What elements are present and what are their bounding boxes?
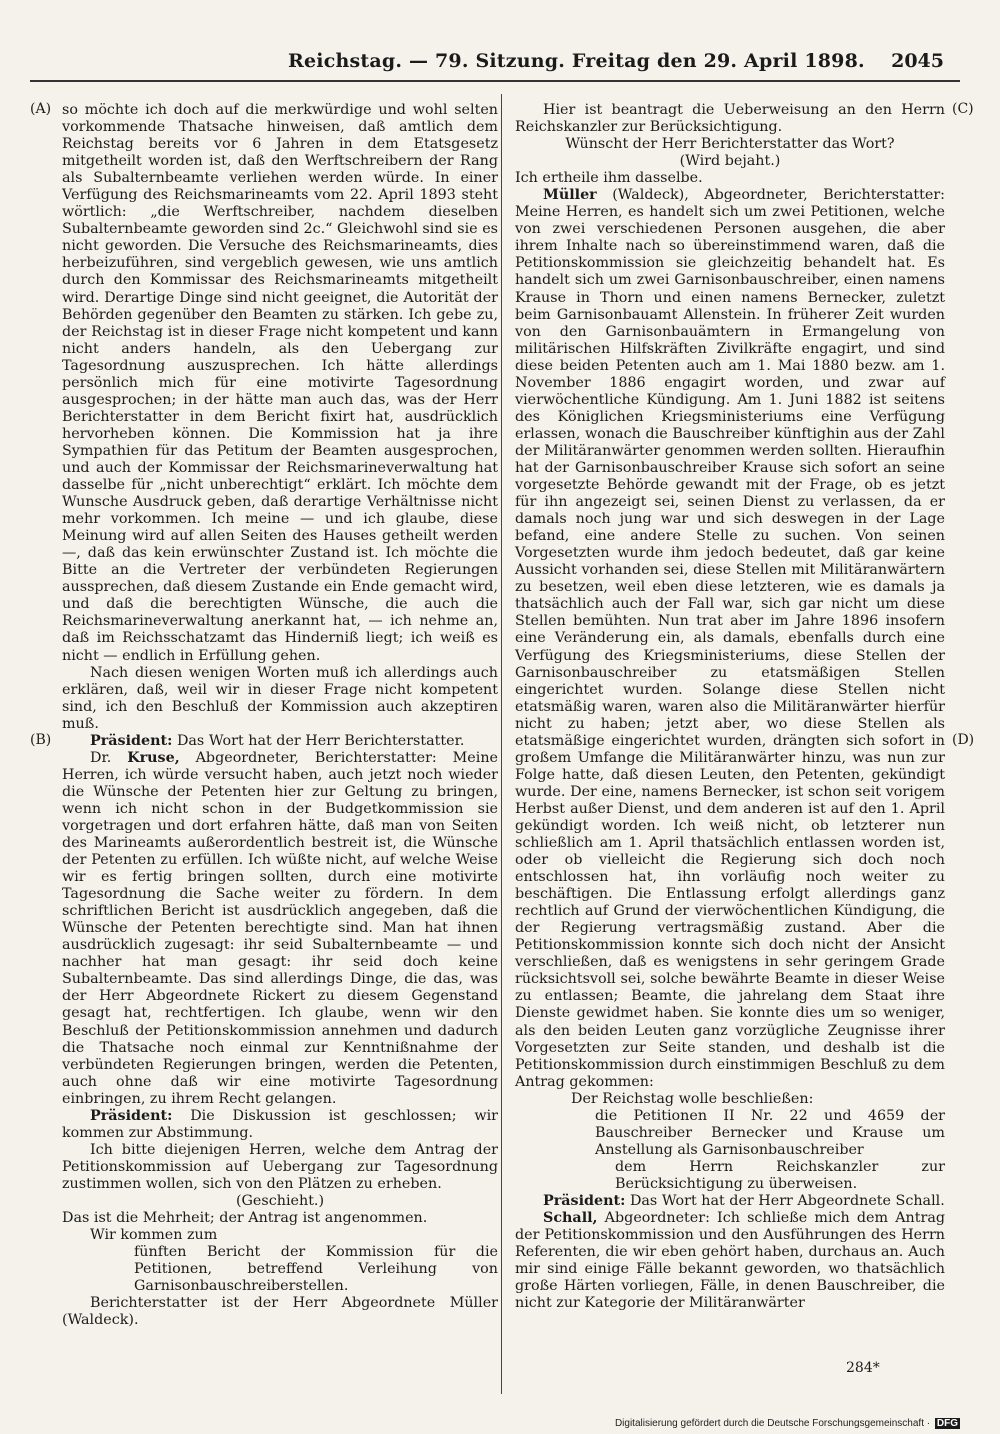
margin-label-a: (A) bbox=[30, 101, 52, 117]
column-divider bbox=[501, 94, 502, 1394]
speaker-name: Präsident: bbox=[90, 1107, 173, 1124]
right-paragraph-10 bbox=[515, 1210, 945, 1312]
left-paragraph-6: Ich bitte diejenigen Herren, welche dem Antrag der Petitionskommission auf Uebergang zur Tagesordnung zustimmen wollen, sich von den Plätzen zu erheben. bbox=[62, 1141, 498, 1192]
agenda-item: fünften Bericht der Kommission für die Petitionen, betreffend Verleihung von Garnisonbauschreiberstellen. bbox=[134, 1244, 498, 1295]
digitization-credit bbox=[615, 1418, 960, 1429]
speaker-title: Dr. bbox=[90, 749, 128, 766]
left-paragraph-9: Wir kommen zum bbox=[90, 1227, 218, 1244]
margin-label-d: (D) bbox=[952, 732, 975, 748]
stage-direction: (Geschieht.) bbox=[235, 1193, 325, 1209]
left-paragraph-1: so möchte ich doch auf die merkwürdige und wohl selten vorkommende Thatsache hinweisen, daß amtlich dem Reichstag bereits vor 6 Jahren in dem Etatsgesetz mitgetheilt worden ist, daß den Werftschreibern der Rang als Subalternbeamte verliehen werden würde. In einer Verfügung des Reichsmarineamts vom 22. April 1893 steht wörtlich: „die Werftschreiber, nachdem dieselben Subalternbeamte geworden sind 2c.“ Gleichwohl sind sie es nicht geworden. Die Versuche des Reichsmarineamts, dies herbeizuführen, sind vergeblich gewesen, wie uns amtlich durch den Kommissar des Reichsmarineamts mitgetheilt wird. Derartige Dinge sind nicht geeignet, die Autorität der Behörden gegenüber den Beamten zu stärken. Ich gebe zu, der Reichstag ist in dieser Frage nicht kompetent und kann nicht anders handeln, als den Uebergang zur Tagesordnung auszusprechen. Ich hätte allerdings persönlich mich für eine motivirte Tagesordnung ausgesprochen; in der hätte man auch das, was der Herr Berichterstatter in dem Bericht fixirt hat, ausdrücklich hervorheben können. Die Kommission hat ja ihre Sympathien für das Petitum der Beamten ausgesprochen, und auch der Kommissar der Reichsmarineverwaltung hat dasselbe für „nicht unberechtigt“ erklärt. Ich möchte dem Wunsche Ausdruck geben, daß derartige Verhältnisse nicht mehr vorkommen. Ich meine — und ich glaube, diese Meinung wird auf allen Seiten des Hauses getheilt werden —, daß das kein erwünschter Zustand ist. Ich möchte die Bitte an die Vertreter der verbündeten Regierungen aussprechen, daß diesem Zustande ein Ende gemacht wird, und daß die berechtigten Wünsche, die auch die Reichsmarineverwaltung anerkannt hat, — ich nehme an, daß im Reichsschatzamt das Hinderniß liegt; ich weiß es nicht — endlich in Erfüllung gehen. bbox=[62, 102, 498, 664]
page-number: 2045 bbox=[891, 50, 944, 72]
resolution-text-2: dem Herrn Reichskanzler zur Berücksichtigung zu überweisen. bbox=[615, 1158, 945, 1192]
left-paragraph-4 bbox=[62, 750, 498, 1108]
credit-text: Digitalisierung gefördert durch die Deutsche Forschungsgemeinschaft · bbox=[614, 1418, 931, 1429]
speech-text: Die Diskussion ist geschlossen; wir kommen zur Abstimmung. bbox=[62, 1107, 498, 1141]
speech-text: Das Wort hat der Herr Abgeordnete Schall. bbox=[625, 1193, 945, 1209]
left-paragraph-8: Das ist die Mehrheit; der Antrag ist angenommen. bbox=[62, 1210, 428, 1227]
right-paragraph-2: Wünscht der Herr Berichterstatter das Wort? bbox=[565, 136, 895, 153]
header-rule bbox=[30, 80, 960, 82]
right-paragraph-5 bbox=[515, 187, 945, 1090]
speech-text: Das Wort hat der Herr Berichterstatter. bbox=[172, 732, 465, 749]
left-paragraph-3 bbox=[62, 733, 498, 750]
left-paragraph-5 bbox=[62, 1108, 498, 1142]
left-paragraph-11: Berichterstatter ist der Herr Abgeordnete Müller (Waldeck). bbox=[62, 1295, 498, 1329]
running-title: Reichstag. — 79. Sitzung. Freitag den 29. April 1898. bbox=[288, 50, 865, 72]
right-paragraph-4: Ich ertheile ihm dasselbe. bbox=[515, 170, 703, 187]
stage-direction: (Wird bejaht.) bbox=[679, 153, 781, 170]
running-header bbox=[36, 50, 960, 80]
margin-label-c: (C) bbox=[952, 101, 974, 117]
speaker-name: Präsident: bbox=[90, 732, 173, 749]
right-paragraph-1: Hier ist beantragt die Ueberweisung an den Herrn Reichskanzler zur Berücksichtigung. bbox=[515, 102, 945, 136]
speaker-name: Präsident: bbox=[543, 1193, 626, 1209]
dfg-logo: DFG bbox=[936, 1418, 958, 1429]
speech-text: Abgeordneter: Ich schließe mich dem Antrag der Petitionskommission und den Ausführungen des Herrn Referenten, die wir eben gehört haben, durchaus an. Auch mir sind einige Fälle bekannt geworden, wo thatsächlich große Härten vorliegen, Fälle, in denen Bauschreiber, die nicht zur Kategorie der Militäranwärter bbox=[515, 1210, 945, 1312]
speaker-name: Kruse, bbox=[127, 749, 180, 766]
speaker-name: Schall, bbox=[543, 1210, 598, 1227]
signature-mark: 284* bbox=[846, 1360, 880, 1376]
resolution-intro: Der Reichstag wolle beschließen: bbox=[571, 1090, 814, 1107]
speaker-name: Müller bbox=[543, 187, 597, 204]
resolution-text: die Petitionen II Nr. 22 und 4659 der Bauschreiber Bernecker und Krause um Anstellung als Garnisonbauschreiber bbox=[595, 1107, 945, 1158]
right-column bbox=[515, 102, 945, 1312]
margin-label-b: (B) bbox=[30, 732, 52, 748]
speech-text: Abgeordneter, Berichterstatter: Meine Herren, ich würde versucht haben, auch jetzt noch wieder die Wünsche der Petenten hier zur Geltung zu bringen, wenn ich nicht schon in der Budgetkommission sie vorgetragen und dort erfahren hätte, daß man von Seiten des Marineamts außerordentlich bestreit ist, die Wünsche der Petenten zu erfüllen. Ich wüßte nicht, auf welche Weise wir es fertig bringen sollten, durch eine motivirte Tagesordnung die Sache weiter zu fördern. In dem schriftlichen Bericht ist ausdrücklich angegeben, daß die Wünsche der Petenten berechtigte sind. Man hat ihnen ausdrücklich zugesagt: ihr seid Subalternbeamte — und nachher hat man gesagt: ihr seid doch keine Subalternbeamte. Das sind allerdings Dinge, die das, was der Herr Abgeordnete Rickert zu diesem Gegenstand gesagt hat, rechtfertigen. Ich glaube, wenn wir den Beschluß der Petitionskommission annehmen und dadurch die Thatsache noch einmal zur Kenntnißnahme der verbündeten Regierungen bringen, werden die Petenten, auch ohne daß wir eine motivirte Tagesordnung einbringen, zu ihrem Recht gelangen. bbox=[62, 749, 498, 1107]
left-paragraph-2: Nach diesen wenigen Worten muß ich allerdings auch erklären, daß, weil wir in dieser Frage nicht kompetent sind, ich den Beschluß der Kommission auch akzeptiren muß. bbox=[62, 664, 498, 732]
left-column bbox=[62, 102, 498, 1329]
speech-text: (Waldeck), Abgeordneter, Berichterstatter: Meine Herren, es handelt sich um zwei Petitionen, welche von zwei verschiedenen Personen ausgehen, die aber ihrem Inhalte nach so übereinstimmend waren, daß die Petitionskommission sie gleichzeitig behandelt hat. Es handelt sich um zwei Garnisonbauschreiber, einen namens Krause in Thorn und einen namens Bernecker, zuletzt beim Garnisonbauamt Allenstein. In früherer Zeit wurden von den Garnisonbauämtern in Ermangelung von militärischen Hilfskräften Zivilkräfte engagirt, und sind diese beiden Petenten auch am 1. Mai 1880 bezw. am 1. November 1886 engagirt worden, und zwar auf vierwöchentliche Kündigung. Am 1. Juni 1882 ist seitens des Königlichen Kriegsministeriums eine Verfügung erlassen, wonach die Bauschreiber künftighin aus der Zahl der Militäranwärter genommen werden sollten. Hieraufhin hat der Garnisonbauschreiber Krause sich sofort an seine vorgesetzte Behörde gewandt mit der Frage, ob es jetzt für ihn angezeigt sei, seinen Dienst zu verlassen, da er damals noch jung war und sich deswegen in der Lage befand, eine andere Stelle zu suchen. Von seinen Vorgesetzten wurde ihm jedoch bedeutet, daß gar keine Aussicht vorhanden sei, diese Stellen mit Militäranwärtern zu besetzen, weil eben diese letzteren, wie es damals ja thatsächlich auch der Fall war, sich gar nicht um diese Stellen bemühten. Nun trat aber im Jahre 1896 insofern eine Veränderung ein, als damals, ebenfalls durch eine Verfügung des Kriegsministeriums, diese Stellen der Garnisonbauschreiber zu etatsmäßigen Stellen eingerichtet wurden. Solange diese Stellen nicht etatsmäßig waren, waren also die Militäranwärter hierfür nicht zu haben; jetzt aber, wo diese Stellen als etatsmäßige eingerichtet wurden, drängten sich sofort in großem Umfange die Militäranwärter hinzu, was nun zur Folge hatte, daß diesen Leuten, den Petenten, gekündigt wurde. Der eine, namens Bernecker, ist schon seit vorigem Herbst außer Dienst, und dem anderen ist auf den 1. April gekündigt worden. Ich weiß nicht, ob letzterer nun schließlich am 1. April thatsächlich entlassen worden ist, oder ob vielleicht die Regierung sich doch noch entschlossen hat, ihn vorläufig noch weiter zu beschäftigen. Die Entlassung erfolgt allerdings ganz rechtlich auf Grund der vierwöchentlichen Kündigung, die der Regierung vertragsmäßig zustand. Aber die Petitionskommission konnte sich doch nicht der Ansicht verschließen, daß es wenigstens in sehr geringem Grade rücksichtsvoll sei, solche bewährte Beamte in dieser Weise zu entlassen; Beamte, die jahrelang dem Staat ihre Dienste gewidmet haben. Sie konnte dies um so weniger, als den beiden Leuten ganz vorzügliche Zeugnisse ihrer Vorgesetzten zur Seite standen, und deshalb ist die Petitionskommission durch einstimmigen Beschluß zu dem Antrag gekommen: bbox=[515, 187, 945, 1090]
right-paragraph-9 bbox=[515, 1193, 945, 1210]
